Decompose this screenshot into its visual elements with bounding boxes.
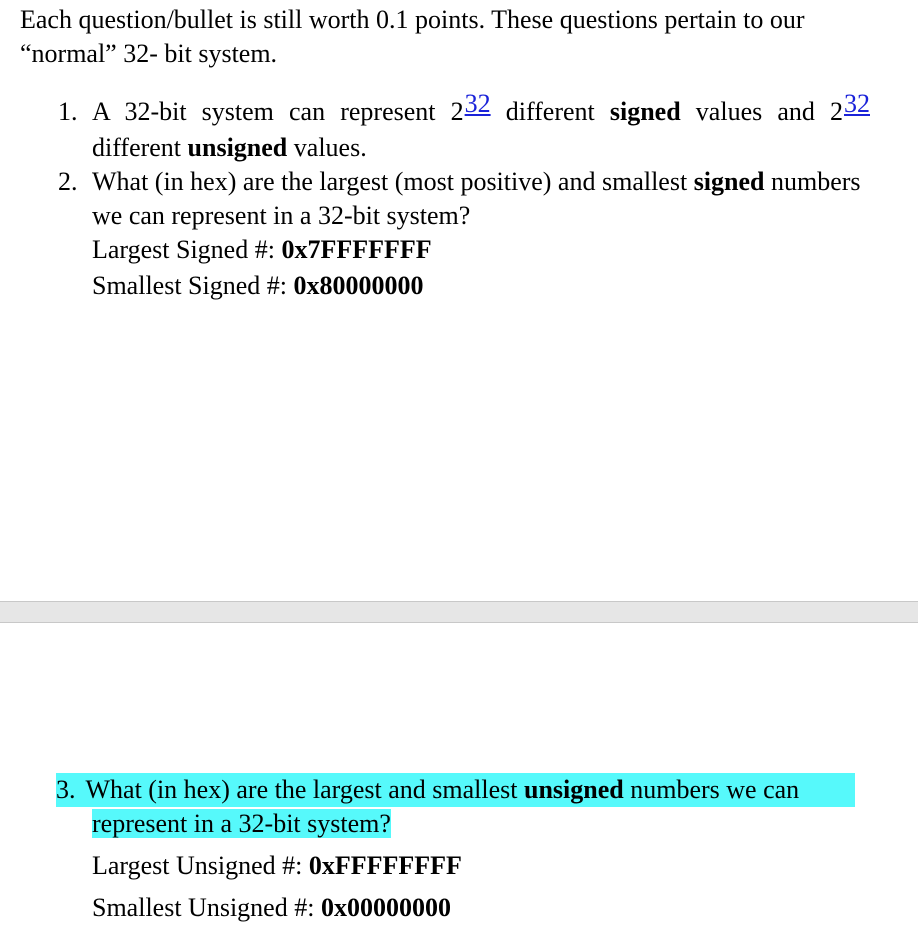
q2-smallest-label: Smallest Signed #:: [92, 271, 294, 300]
q1-exponent-signed[interactable]: 32: [464, 89, 491, 118]
q1-text-a: A 32-bit system can represent 2: [92, 97, 464, 126]
q2-number: 2.: [58, 167, 78, 196]
q1-text-b: different: [490, 97, 610, 126]
q3-largest: [92, 849, 462, 883]
q3-smallest-value: 0x00000000: [320, 893, 451, 922]
q1-exponent-unsigned[interactable]: 32: [844, 89, 870, 118]
q2-smallest: [92, 269, 424, 303]
q2-bold-signed: signed: [693, 167, 765, 196]
intro-line-1: Each question/bullet is still worth 0.1 points. These questions pertain to our: [20, 5, 805, 34]
q2-line-2: we can represent in a 32-bit system?: [92, 201, 471, 230]
q2-smallest-value: 0x80000000: [293, 271, 424, 300]
q1-line-2: [92, 131, 367, 165]
q2-text-a: What (in hex) are the largest (most positive) and smallest: [92, 167, 694, 196]
page-break: [0, 601, 918, 623]
q2-text-b: numbers: [764, 167, 861, 196]
q3-line-1: [56, 773, 855, 807]
q2-largest-label: Largest Signed #:: [92, 235, 282, 264]
q3-line-2: [92, 807, 391, 841]
intro-line-2: “normal” 32- bit system.: [20, 39, 278, 68]
q1-text-c: values and 2: [680, 97, 843, 126]
q3-highlight-line-2: represent in a 32-bit system?: [92, 809, 391, 838]
q3-largest-label: Largest Unsigned #:: [92, 851, 309, 880]
q3-bold-unsigned: unsigned: [523, 775, 624, 804]
q3-text-b: numbers we can: [623, 775, 800, 804]
q3-number: 3.: [56, 775, 76, 804]
q2-line-1: [92, 165, 861, 199]
q3-highlight-line-1: [56, 773, 855, 807]
q1-line-1: [92, 89, 870, 129]
q2-largest-value: 0x7FFFFFFF: [281, 235, 432, 264]
q3-smallest: [92, 891, 451, 925]
q1-line2-text-a: different: [92, 133, 188, 162]
q3-text-a: What (in hex) are the largest and smallest: [85, 775, 524, 804]
q1-bold-unsigned: unsigned: [187, 133, 288, 162]
q1-number: 1.: [58, 97, 78, 126]
q3-largest-value: 0xFFFFFFFF: [308, 851, 462, 880]
q3-smallest-label: Smallest Unsigned #:: [92, 893, 321, 922]
q1-bold-signed: signed: [609, 97, 681, 126]
q2-largest: [92, 233, 432, 267]
q1-line2-text-b: values.: [287, 133, 367, 162]
